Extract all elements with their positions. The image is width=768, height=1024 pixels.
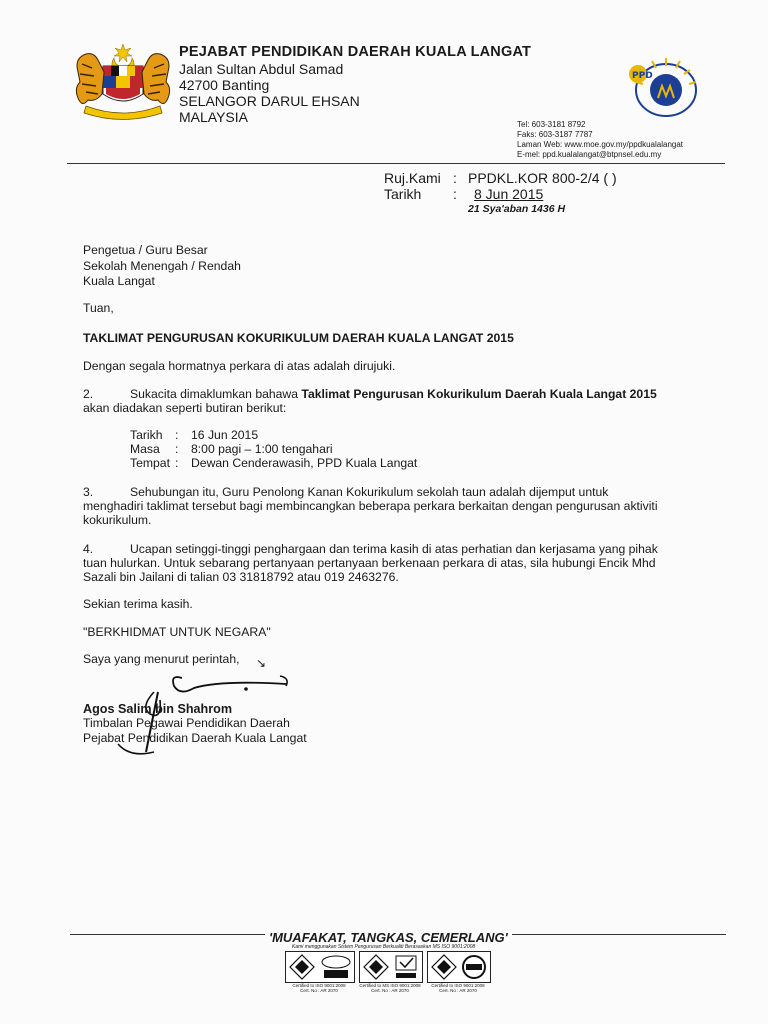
closing-thanks: Sekian terima kasih.	[83, 597, 193, 611]
address-line: 42700 Banting	[179, 77, 270, 93]
cert-caption: Certified to MS ISO 9001:2008	[359, 983, 421, 988]
sirim-logo-icon	[286, 952, 354, 982]
ppd-logo-icon	[618, 52, 714, 124]
closing-by-order: Saya yang menurut perintah,	[83, 652, 240, 666]
para-4-line-3: Sazali bin Jailani di talian 03 31818792 atau 019 2463276.	[83, 570, 399, 584]
coat-of-arms-icon	[70, 42, 176, 122]
pen-mark: ↘	[256, 656, 267, 670]
para-2-bold-text: Taklimat Pengurusan Kokurikulum Daerah Kuala Langat 2015	[301, 387, 657, 401]
signatory-office: Pejabat Pendidikan Daerah Kuala Langat	[83, 731, 307, 745]
svg-text:PPD: PPD	[632, 71, 653, 81]
tarikh-label: Tarikh	[384, 186, 422, 202]
salutation: Tuan,	[83, 301, 114, 315]
ruj-value: PPDKL.KOR 800-2/4 ( )	[468, 170, 617, 186]
detail-colon: :	[175, 428, 179, 442]
detail-label: Tempat	[130, 456, 170, 470]
detail-colon: :	[175, 456, 179, 470]
para-number: 3.	[83, 485, 94, 499]
para-number: 4.	[83, 542, 94, 556]
detail-label: Masa	[130, 442, 160, 456]
contact-line: E-mel: ppd.kualalangat@btpnsel.edu.my	[517, 150, 662, 159]
recipient-line: Kuala Langat	[83, 274, 155, 288]
cert-caption: Certified to ISO 9001:2008	[292, 983, 346, 988]
address-line: MALAYSIA	[179, 109, 248, 125]
para-3-line-2: menghadiri taklimat tersebut bagi membincangkan beberapa perkara berkaitan dengan pengurusan aktiviti	[83, 499, 658, 513]
contact-line: Laman Web: www.moe.gov.my/ppdkualalangat	[517, 140, 684, 149]
header-divider	[67, 163, 725, 164]
iso-note: Kami menggunakan Sistem Pengurusan Berkualiti Berasaskan MS ISO 9001:2008	[292, 944, 476, 950]
ruj-colon: :	[453, 170, 457, 186]
para-4-line-2: tuan hulurkan. Untuk sebarang pertanyaan pertanyaan berkenaan perkara di atas, sila hubungi Encik Mhd	[83, 556, 656, 570]
cert-caption: Cert. No : AR 2070	[300, 988, 338, 993]
certification-badge	[359, 951, 423, 983]
para-3-line-1: Sehubungan itu, Guru Penolong Kanan Kokurikulum sekolah taun adalah dijemput untuk	[130, 485, 609, 499]
address-line: Jalan Sultan Abdul Samad	[179, 61, 344, 77]
recipient-line: Sekolah Menengah / Rendah	[83, 259, 241, 273]
tarikh-colon: :	[453, 186, 457, 202]
footer-motto: 'MUAFAKAT, TANGKAS, CEMERLANG'	[265, 930, 512, 945]
para-number: 2.	[83, 387, 94, 401]
address-line: SELANGOR DARUL EHSAN	[179, 93, 360, 109]
para-2-line-1	[130, 387, 657, 401]
cert-caption: Cert. No : AR 2070	[439, 988, 477, 993]
contact-line: Tel: 603-3181 8792	[517, 120, 586, 129]
subject-heading: TAKLIMAT PENGURUSAN KOKURIKULUM DAERAH KUALA LANGAT 2015	[83, 331, 514, 345]
detail-value: 8:00 pagi – 1:00 tengahari	[191, 442, 333, 456]
signatory-name: Agos Salim bin Shahrom	[83, 702, 233, 716]
cert-caption: Cert. No : AR 2070	[371, 988, 409, 993]
tarikh-value: 8 Jun 2015	[474, 186, 544, 202]
detail-value: 16 Jun 2015	[191, 428, 259, 442]
certification-badge	[285, 951, 355, 983]
paragraph-1: Dengan segala hormatnya perkara di atas adalah dirujuki.	[83, 359, 396, 373]
hijri-date: 21 Sya'aban 1436 H	[468, 203, 566, 215]
certification-badge	[427, 951, 491, 983]
para-3-line-3: kokurikulum.	[83, 513, 152, 527]
detail-value: Dewan Cenderawasih, PPD Kuala Langat	[191, 456, 418, 470]
detail-colon: :	[175, 442, 179, 456]
iqnet-logo-icon	[428, 952, 490, 982]
office-name: PEJABAT PENDIDIKAN DAERAH KUALA LANGAT	[179, 44, 532, 60]
cert-caption: Certified to ISO 9001:2008	[431, 983, 485, 988]
contact-line: Faks: 603-3187 7787	[517, 130, 593, 139]
para-2-text: Sukacita dimaklumkan bahawa	[130, 387, 302, 401]
closing-motto: "BERKHIDMAT UNTUK NEGARA"	[83, 625, 271, 639]
detail-label: Tarikh	[130, 428, 163, 442]
para-2-line-2: akan diadakan seperti butiran berikut:	[83, 401, 287, 415]
signatory-title: Timbalan Pegawai Pendidikan Daerah	[83, 716, 290, 730]
sirim-ukas-logo-icon	[360, 952, 422, 982]
para-4-line-1: Ucapan setinggi-tinggi penghargaan dan terima kasih di atas perhatian dan kerjasama yang pihak	[130, 542, 658, 556]
ruj-label: Ruj.Kami	[384, 170, 441, 186]
recipient-line: Pengetua / Guru Besar	[83, 243, 208, 257]
